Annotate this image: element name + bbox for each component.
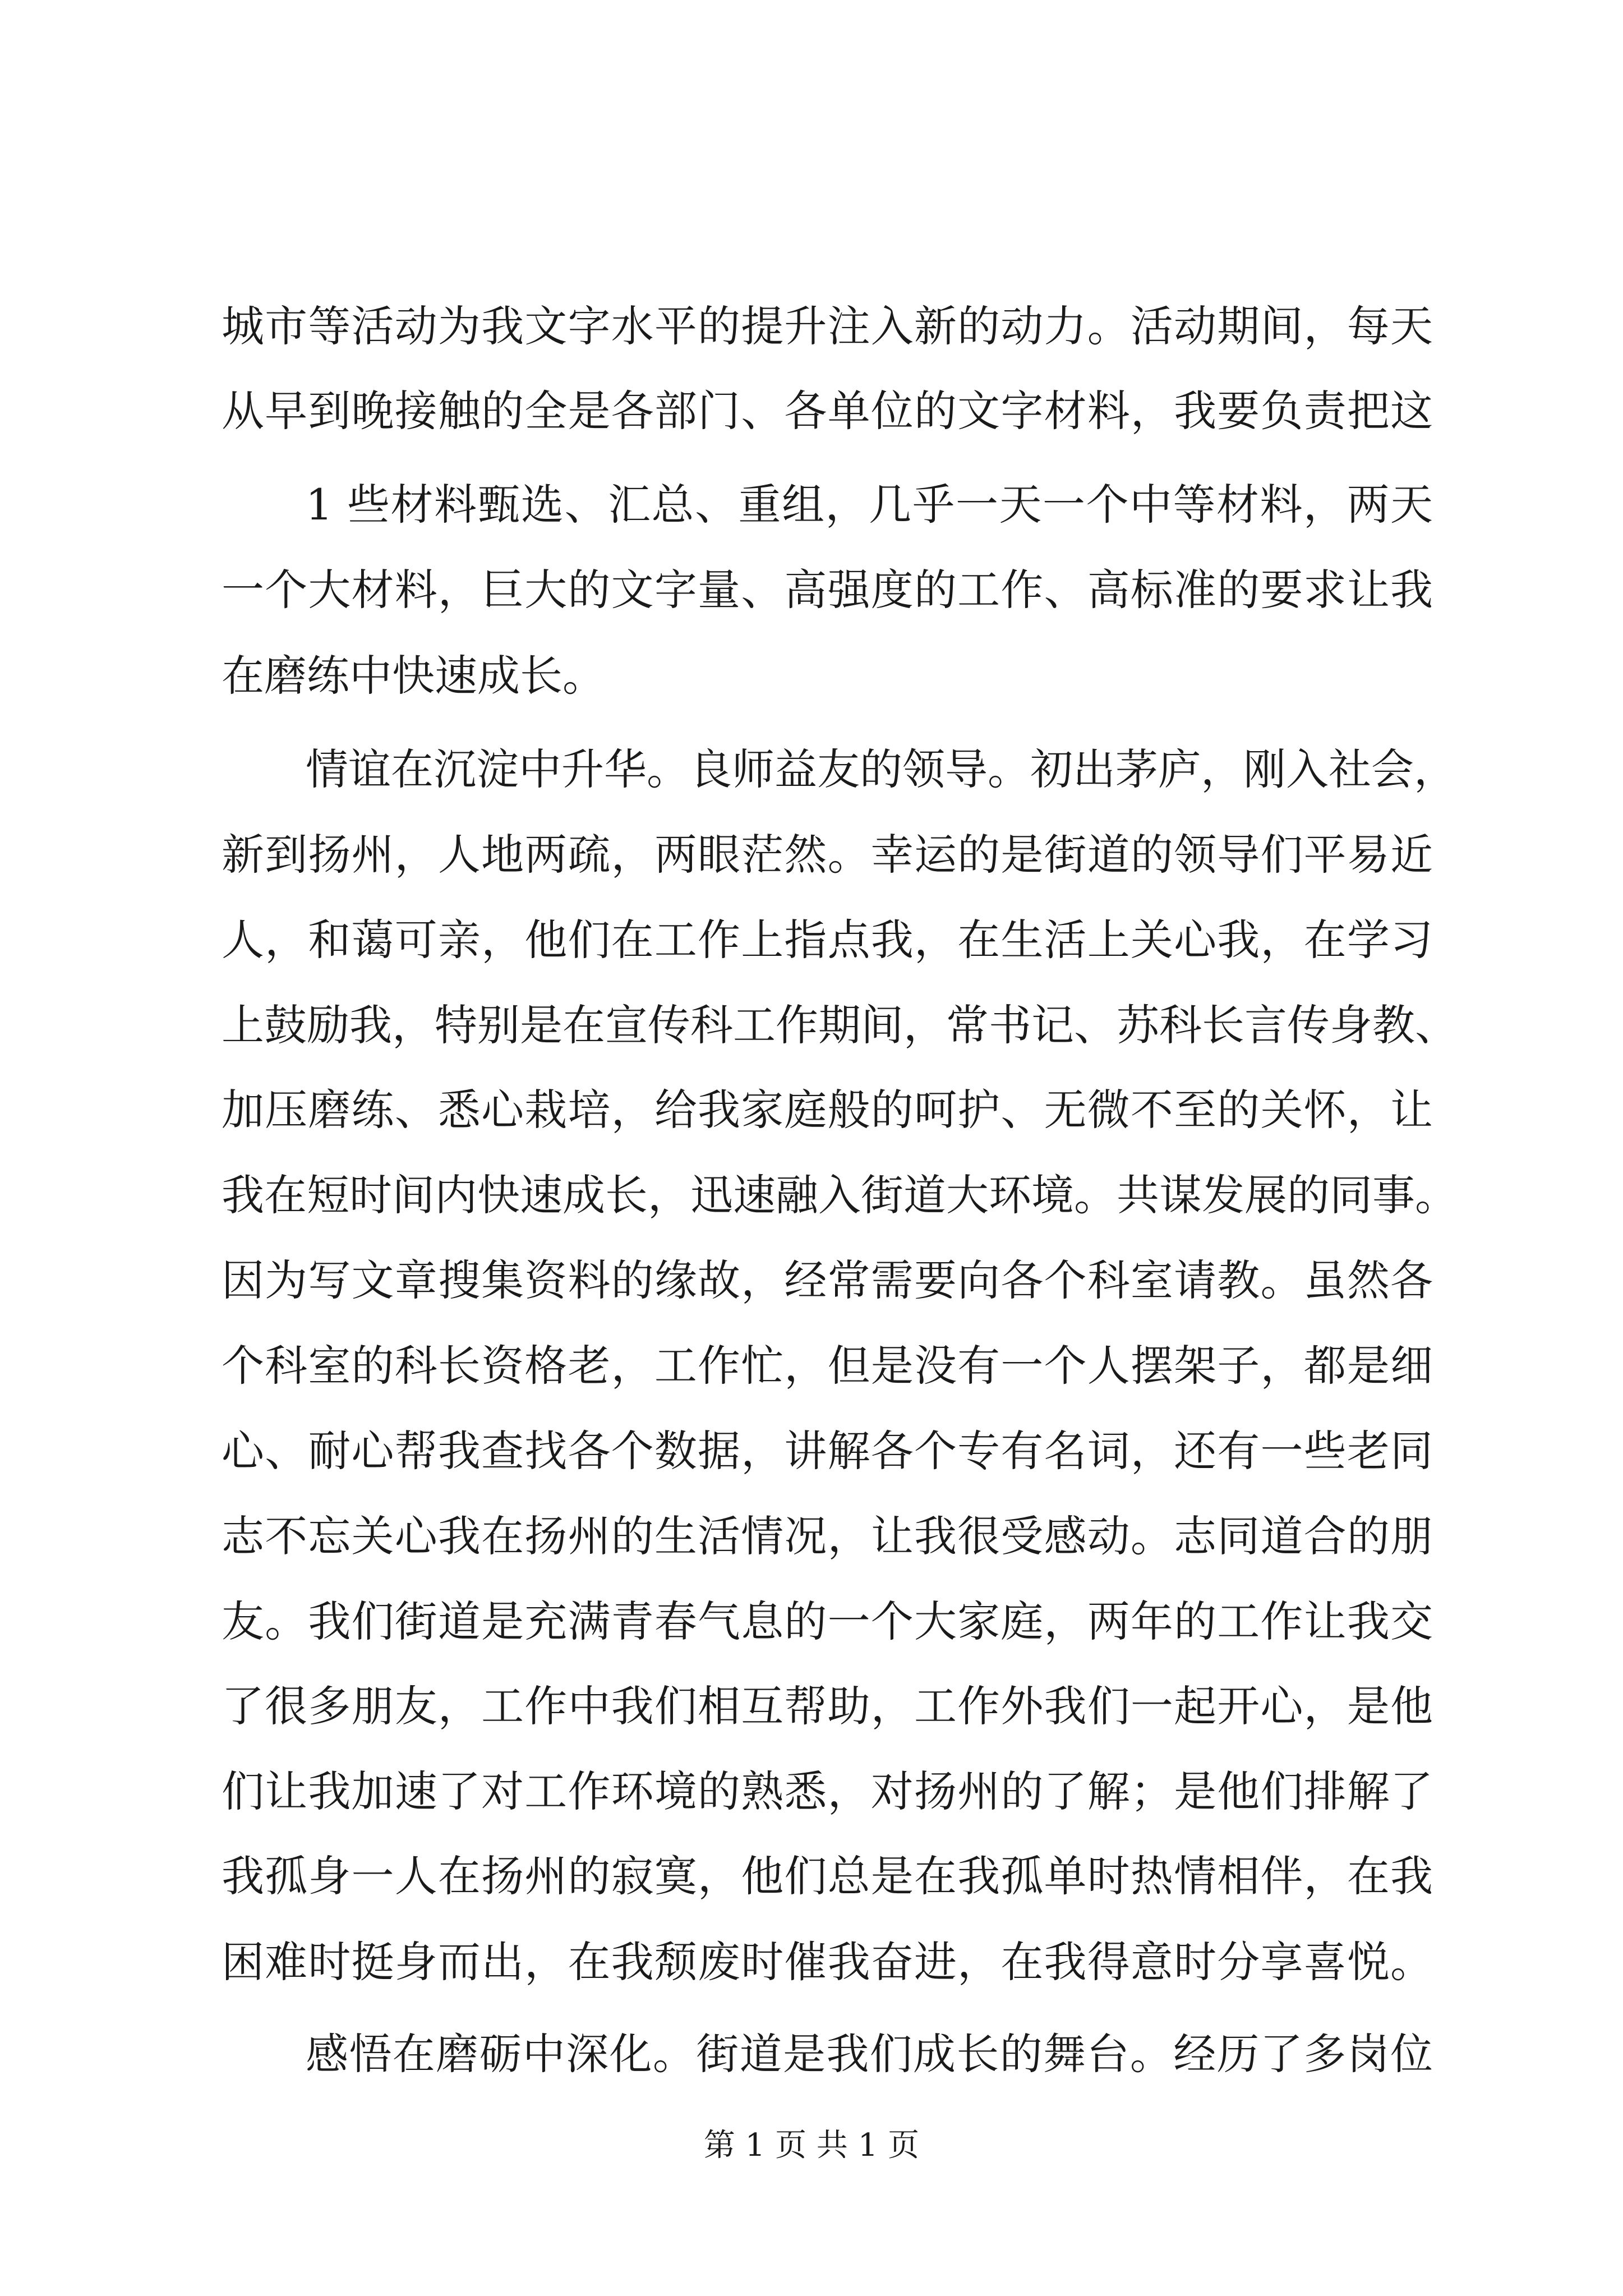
text-line: 困难时挺身而出，在我颓废时催我奋进，在我得意时分享喜悦。	[222, 1937, 1433, 1987]
text-line: 我孤身一人在扬州的寂寞，他们总是在我孤单时热情相伴，在我	[222, 1851, 1433, 1901]
text-line: 了很多朋友，工作中我们相互帮助，工作外我们一起开心，是他	[222, 1681, 1433, 1731]
text-line: 人，和蔼可亲，他们在工作上指点我，在生活上关心我，在学习	[222, 915, 1433, 965]
text-line: 因为写文章搜集资料的缘故，经常需要向各个科室请教。虽然各	[222, 1255, 1433, 1305]
text-line: 感悟在磨砺中深化。街道是我们成长的舞台。经历了多岗位	[306, 2029, 1433, 2079]
text-line: 心、耐心帮我查找各个数据，讲解各个专有名词，还有一些老同	[222, 1426, 1433, 1476]
text-line: 友。我们街道是充满青春气息的一个大家庭，两年的工作让我交	[222, 1596, 1433, 1646]
text-line: 我在短时间内快速成长，迅速融入街道大环境。共谋发展的同事。	[222, 1170, 1458, 1220]
text-line: 上鼓励我，特别是在宣传科工作期间，常书记、苏科长言传身教、	[222, 1000, 1458, 1050]
text-line: 一个大材料，巨大的文字量、高强度的工作、高标准的要求让我	[222, 565, 1433, 615]
text-line: 1 些材料甄选、汇总、重组，几乎一天一个中等材料，两天	[306, 480, 1433, 530]
text-line: 在磨练中快速成长。	[222, 651, 605, 701]
text-line: 们让我加速了对工作环境的熟悉，对扬州的了解；是他们排解了	[222, 1766, 1433, 1816]
text-line: 个科室的科长资格老，工作忙，但是没有一个人摆架子，都是细	[222, 1341, 1433, 1391]
text-line: 从早到晚接触的全是各部门、各单位的文字材料，我要负责把这	[222, 386, 1433, 436]
text-line: 情谊在沉淀中升华。良师益友的领导。初出茅庐，刚入社会，	[306, 744, 1456, 794]
text-line: 加压磨练、悉心栽培，给我家庭般的呵护、无微不至的关怀，让	[222, 1085, 1433, 1135]
text-line: 城市等活动为我文字水平的提升注入新的动力。活动期间，每天	[222, 301, 1433, 351]
text-line: 志不忘关心我在扬州的生活情况，让我很受感动。志同道合的朋	[222, 1511, 1433, 1561]
page-footer: 第 1 页 共 1 页	[703, 2127, 920, 2164]
text-line: 新到扬州，人地两疏，两眼茫然。幸运的是街道的领导们平易近	[222, 830, 1433, 880]
